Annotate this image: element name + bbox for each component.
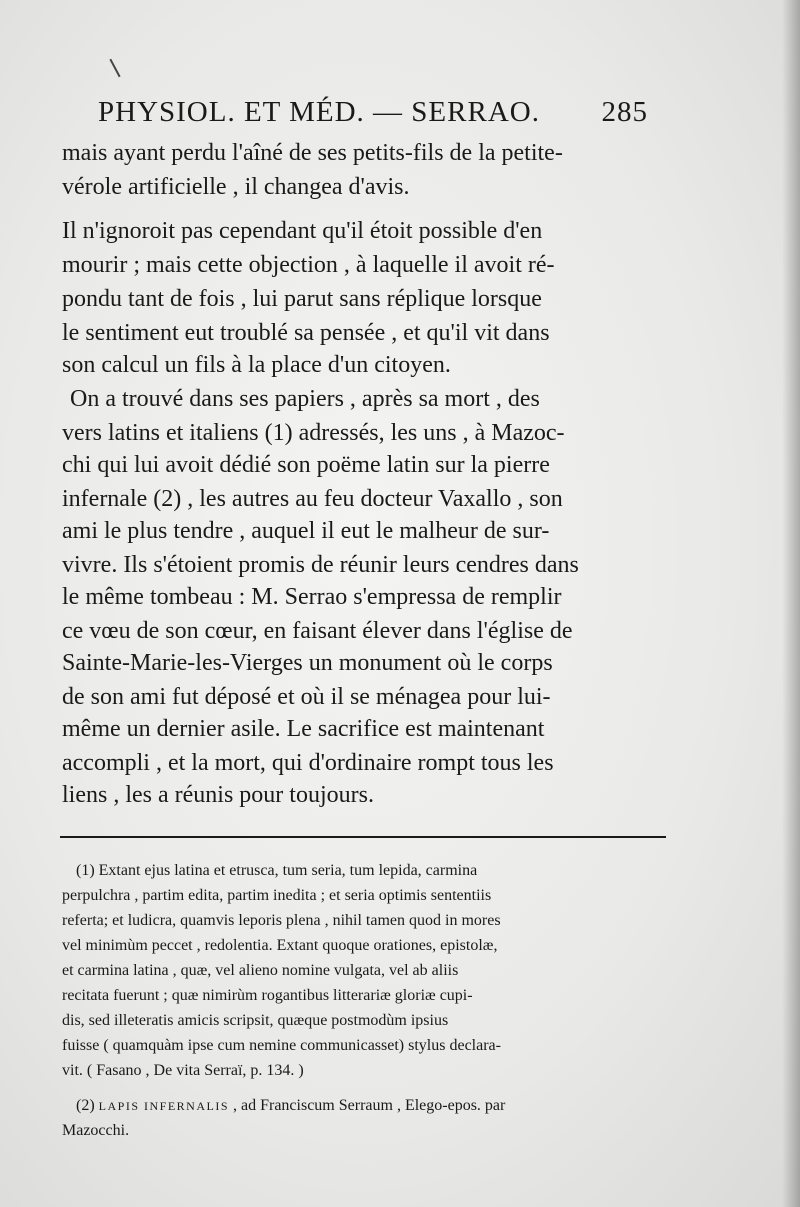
footnote-1-line: et carmina latina , quæ, vel alieno nomine vulgata, vel ab aliis (62, 962, 459, 979)
text-line: ami le plus tendre , auquel il eut le malheur de sur- (62, 518, 550, 544)
footnote-1-line: perpulchra , partim edita, partim inedita ; et seria optimis sententiis (62, 887, 492, 904)
text-line: mais ayant perdu l'aîné de ses petits-fils de la petite- (62, 140, 563, 166)
text-line: accompli , et la mort, qui d'ordinaire rompt tous les (62, 750, 554, 776)
stray-ink-mark (109, 59, 120, 78)
text-line: On a trouvé dans ses papiers , après sa mort , des (70, 386, 540, 412)
text-line: vers latins et italiens (1) adressés, les uns , à Mazoc- (62, 420, 565, 446)
text-line: même un dernier asile. Le sacrifice est maintenant (62, 716, 545, 742)
text-line: liens , les a réunis pour toujours. (62, 782, 374, 808)
footnote-2-title: LAPIS INFERNALIS (98, 1099, 229, 1113)
footnote-2-marker: (2) (76, 1097, 95, 1114)
text-line: chi qui lui avoit dédié son poëme latin sur la pierre (62, 452, 550, 478)
page-number: 285 (601, 96, 648, 128)
running-head: PHYSIOL. ET MÉD. — SERRAO. (98, 96, 540, 128)
footnote-1-line: vel minimùm peccet , redolentia. Extant quoque orationes, epistolæ, (62, 937, 498, 954)
text-line: infernale (2) , les autres au feu docteur Vaxallo , son (62, 486, 563, 512)
footnote-1-line: vit. ( Fasano , De vita Serraï, p. 134. ) (62, 1062, 304, 1079)
footnote-2-line: Mazocchi. (62, 1122, 130, 1139)
page-edge-shadow (782, 0, 800, 1207)
text-line: le même tombeau : M. Serrao s'empressa de remplir (62, 584, 562, 610)
footnote-1-line: (1) Extant ejus latina et etrusca, tum seria, tum lepida, carmina (76, 862, 478, 879)
page-header (98, 96, 648, 136)
text-line: mourir ; mais cette objection , à laquelle il avoit ré- (62, 252, 555, 278)
footnote-1-line: dis, sed illeteratis amicis scripsit, quæque postmodùm ipsius (62, 1012, 449, 1029)
text-line: le sentiment eut troublé sa pensée , et qu'il vit dans (62, 320, 550, 346)
footnote-2-text: , ad Franciscum Serraum , Elego-epos. par (233, 1097, 506, 1114)
footnote-1-line: referta; et ludicra, quamvis leporis plena , nihil tamen quod in mores (62, 912, 501, 929)
text-line: de son ami fut déposé et où il se ménagea pour lui- (62, 684, 551, 710)
text-line: pondu tant de fois , lui parut sans réplique lorsque (62, 286, 542, 312)
text-line: vivre. Ils s'étoient promis de réunir leurs cendres dans (62, 552, 579, 578)
text-line: son calcul un fils à la place d'un citoyen. (62, 352, 451, 378)
footnote-2-line (76, 1095, 505, 1117)
text-line: vérole artificielle , il changea d'avis. (62, 174, 410, 200)
text-line: ce vœu de son cœur, en faisant élever dans l'église de (62, 618, 573, 644)
text-line: Sainte-Marie-les-Vierges un monument où le corps (62, 650, 553, 676)
footnote-1-line: recitata fuerunt ; quæ nimirùm rogantibus litterariæ gloriæ cupi- (62, 987, 473, 1004)
footnote-rule (60, 836, 666, 838)
text-line: Il n'ignoroit pas cependant qu'il étoit possible d'en (62, 218, 543, 244)
footnote-1-line: fuisse ( quamquàm ipse cum nemine communicasset) stylus declara- (62, 1037, 501, 1054)
